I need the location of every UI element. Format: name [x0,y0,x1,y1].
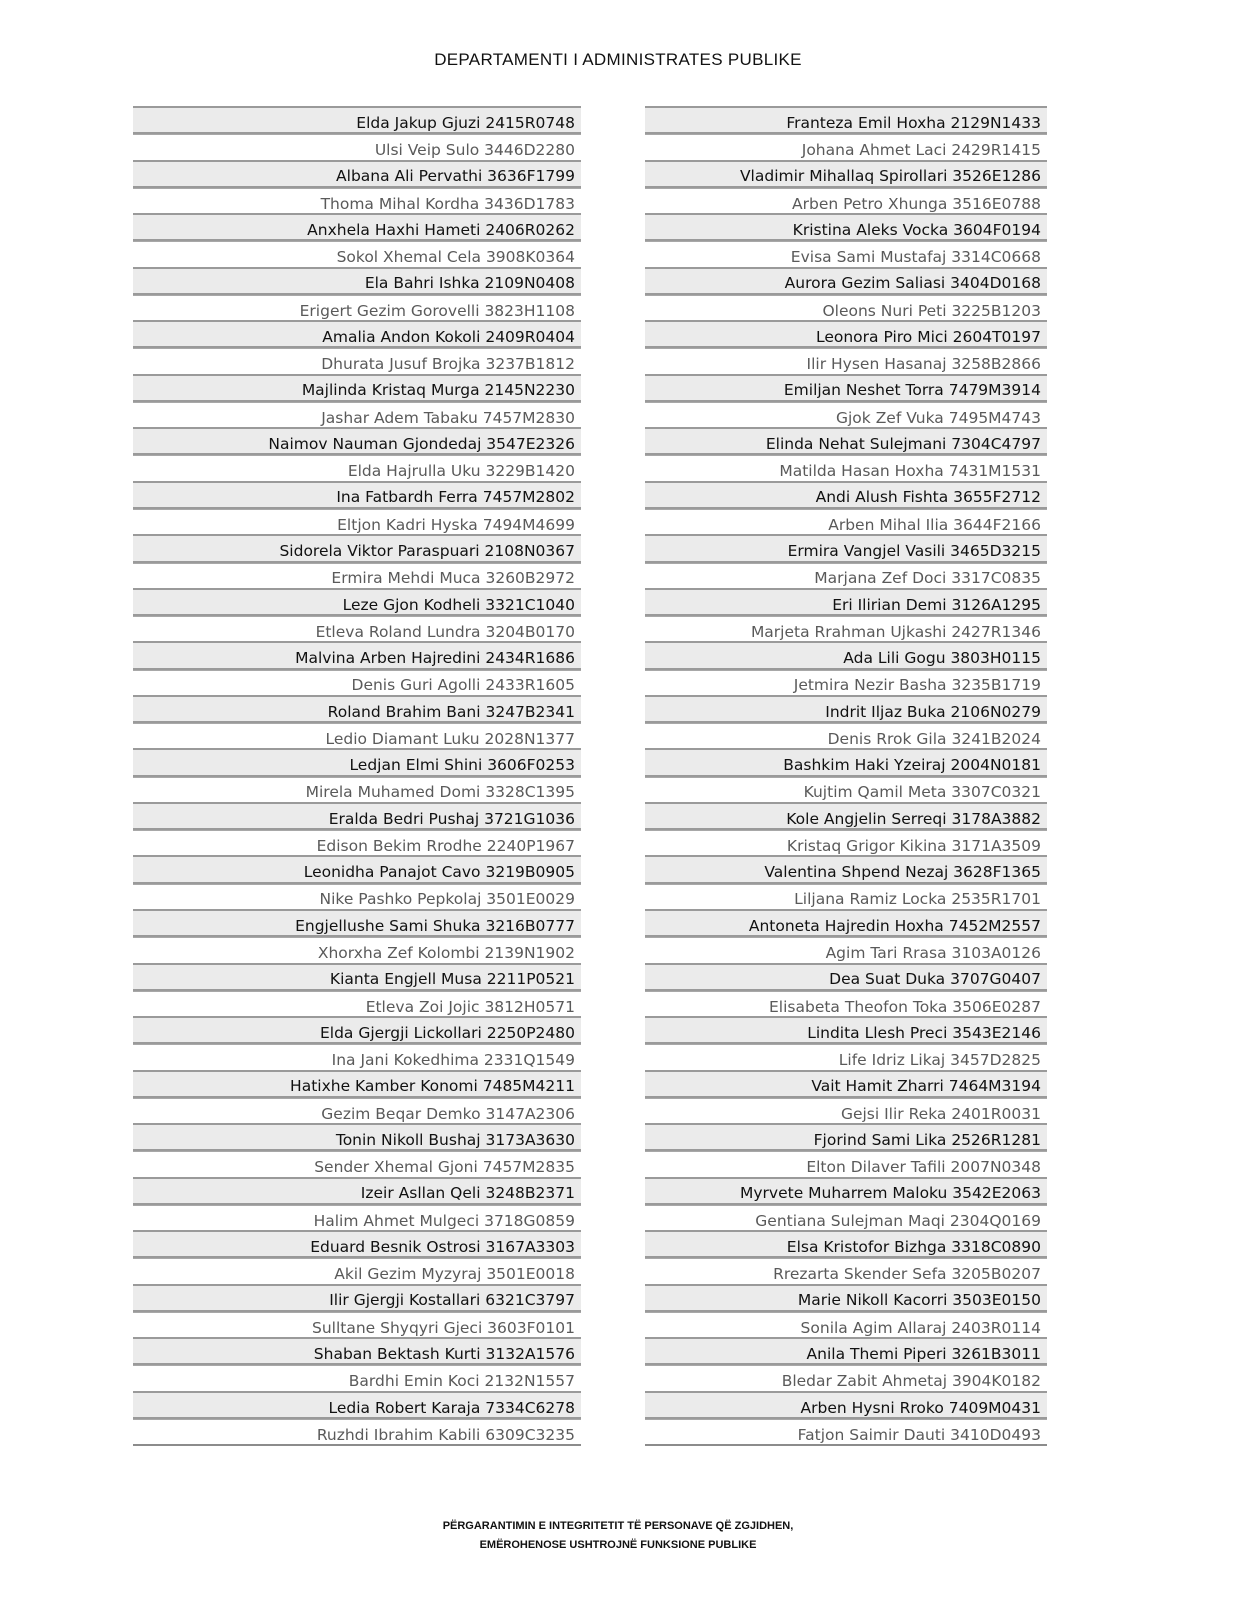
left-name-column [133,106,581,1446]
name-row: Indrit Iljaz Buka 2106N0279 [645,695,1047,723]
name-row: Elton Dilaver Tafili 2007N0348 [645,1151,1047,1176]
name-row: Myrvete Muharrem Maloku 3542E2063 [645,1177,1047,1205]
name-row: Elda Hajrulla Uku 3229B1420 [133,455,581,480]
name-row: Arben Mihal Ilia 3644F2166 [645,509,1047,534]
name-row: Eralda Bedri Pushaj 3721G1036 [133,802,581,830]
name-row: Tonin Nikoll Bushaj 3173A3630 [133,1123,581,1151]
name-row: Engjellushe Sami Shuka 3216B0777 [133,909,581,937]
name-row: Arben Hysni Rroko 7409M0431 [645,1391,1047,1419]
name-row: Denis Rrok Gila 3241B2024 [645,723,1047,748]
name-row: Valentina Shpend Nezaj 3628F1365 [645,855,1047,883]
name-row: Matilda Hasan Hoxha 7431M1531 [645,455,1047,480]
name-row: Agim Tari Rrasa 3103A0126 [645,937,1047,962]
name-row: Dhurata Jusuf Brojka 3237B1812 [133,348,581,373]
name-row: Izeir Asllan Qeli 3248B2371 [133,1177,581,1205]
name-row: Albana Ali Pervathi 3636F1799 [133,160,581,188]
name-row: Evisa Sami Mustafaj 3314C0668 [645,241,1047,266]
name-row: Dea Suat Duka 3707G0407 [645,963,1047,991]
name-row: Gezim Beqar Demko 3147A2306 [133,1098,581,1123]
name-row: Anila Themi Piperi 3261B3011 [645,1337,1047,1365]
name-row: Erigert Gezim Gorovelli 3823H1108 [133,295,581,320]
name-row: Kristina Aleks Vocka 3604F0194 [645,213,1047,241]
name-row: Elda Gjergji Lickollari 2250P2480 [133,1016,581,1044]
name-row: Ledio Diamant Luku 2028N1377 [133,723,581,748]
name-row: Ledjan Elmi Shini 3606F0253 [133,748,581,776]
name-row: Naimov Nauman Gjondedaj 3547E2326 [133,427,581,455]
name-row: Fatjon Saimir Dauti 3410D0493 [645,1419,1047,1446]
name-row: Kianta Engjell Musa 2211P0521 [133,963,581,991]
name-row: Eduard Besnik Ostrosi 3167A3303 [133,1230,581,1258]
name-row: Thoma Mihal Kordha 3436D1783 [133,188,581,213]
name-row: Jashar Adem Tabaku 7457M2830 [133,402,581,427]
name-row: Sidorela Viktor Paraspuari 2108N0367 [133,534,581,562]
name-row: Etleva Zoi Jojic 3812H0571 [133,991,581,1016]
name-row: Gjok Zef Vuka 7495M4743 [645,402,1047,427]
name-row: Ledia Robert Karaja 7334C6278 [133,1391,581,1419]
name-row: Shaban Bektash Kurti 3132A1576 [133,1337,581,1365]
name-row: Sonila Agim Allaraj 2403R0114 [645,1312,1047,1337]
name-row: Eri Ilirian Demi 3126A1295 [645,588,1047,616]
name-row: Amalia Andon Kokoli 2409R0404 [133,320,581,348]
name-row: Kole Angjelin Serreqi 3178A3882 [645,802,1047,830]
name-row: Hatixhe Kamber Konomi 7485M4211 [133,1070,581,1098]
right-name-column [645,106,1047,1446]
name-row: Sulltane Shyqyri Gjeci 3603F0101 [133,1312,581,1337]
footer-line-1: PËRGARANTIMIN E INTEGRITETIT TË PERSONAVE QË ZGJIDHEN, [442,1520,794,1532]
name-row: Vait Hamit Zharri 7464M3194 [645,1070,1047,1098]
name-row: Leonora Piro Mici 2604T0197 [645,320,1047,348]
name-row: Ulsi Veip Sulo 3446D2280 [133,134,581,159]
name-row: Antoneta Hajredin Hoxha 7452M2557 [645,909,1047,937]
name-row: Bardhi Emin Koci 2132N1557 [133,1365,581,1390]
name-row: Life Idriz Likaj 3457D2825 [645,1044,1047,1069]
name-row: Lindita Llesh Preci 3543E2146 [645,1016,1047,1044]
name-row: Kujtim Qamil Meta 3307C0321 [645,777,1047,802]
name-row: Jetmira Nezir Basha 3235B1719 [645,670,1047,695]
name-row: Edison Bekim Rrodhe 2240P1967 [133,830,581,855]
name-row: Liljana Ramiz Locka 2535R1701 [645,884,1047,909]
name-row: Franteza Emil Hoxha 2129N1433 [645,106,1047,134]
name-row: Denis Guri Agolli 2433R1605 [133,670,581,695]
name-row: Akil Gezim Myzyraj 3501E0018 [133,1258,581,1283]
name-row: Ruzhdi Ibrahim Kabili 6309C3235 [133,1419,581,1446]
name-row: Marjeta Rrahman Ujkashi 2427R1346 [645,616,1047,641]
page-title: DEPARTAMENTI I ADMINISTRATES PUBLIKE [434,50,802,69]
name-row: Leonidha Panajot Cavo 3219B0905 [133,855,581,883]
name-row: Gejsi Ilir Reka 2401R0031 [645,1098,1047,1123]
name-row: Roland Brahim Bani 3247B2341 [133,695,581,723]
name-row: Rrezarta Skender Sefa 3205B0207 [645,1258,1047,1283]
name-row: Elda Jakup Gjuzi 2415R0748 [133,106,581,134]
name-row: Johana Ahmet Laci 2429R1415 [645,134,1047,159]
footer-line-2: EMËROHENOSE USHTROJNË FUNKSIONE PUBLIKE [479,1539,757,1551]
name-row: Ermira Vangjel Vasili 3465D3215 [645,534,1047,562]
name-row: Majlinda Kristaq Murga 2145N2230 [133,374,581,402]
name-row: Ilir Hysen Hasanaj 3258B2866 [645,348,1047,373]
name-row: Ina Jani Kokedhima 2331Q1549 [133,1044,581,1069]
name-row: Etleva Roland Lundra 3204B0170 [133,616,581,641]
name-row: Fjorind Sami Lika 2526R1281 [645,1123,1047,1151]
name-row: Andi Alush Fishta 3655F2712 [645,481,1047,509]
name-row: Ermira Mehdi Muca 3260B2972 [133,563,581,588]
name-row: Kristaq Grigor Kikina 3171A3509 [645,830,1047,855]
name-row: Malvina Arben Hajredini 2434R1686 [133,641,581,669]
name-row: Sokol Xhemal Cela 3908K0364 [133,241,581,266]
name-row: Elisabeta Theofon Toka 3506E0287 [645,991,1047,1016]
name-row: Emiljan Neshet Torra 7479M3914 [645,374,1047,402]
name-row: Nike Pashko Pepkolaj 3501E0029 [133,884,581,909]
name-row: Bashkim Haki Yzeiraj 2004N0181 [645,748,1047,776]
name-row: Mirela Muhamed Domi 3328C1395 [133,777,581,802]
name-row: Ada Lili Gogu 3803H0115 [645,641,1047,669]
name-row: Xhorxha Zef Kolombi 2139N1902 [133,937,581,962]
name-row: Ilir Gjergji Kostallari 6321C3797 [133,1284,581,1312]
name-row: Ela Bahri Ishka 2109N0408 [133,267,581,295]
name-row: Bledar Zabit Ahmetaj 3904K0182 [645,1365,1047,1390]
name-row: Oleons Nuri Peti 3225B1203 [645,295,1047,320]
name-row: Aurora Gezim Saliasi 3404D0168 [645,267,1047,295]
name-row: Elsa Kristofor Bizhga 3318C0890 [645,1230,1047,1258]
name-row: Gentiana Sulejman Maqi 2304Q0169 [645,1205,1047,1230]
name-row: Arben Petro Xhunga 3516E0788 [645,188,1047,213]
name-row: Vladimir Mihallaq Spirollari 3526E1286 [645,160,1047,188]
name-row: Sender Xhemal Gjoni 7457M2835 [133,1151,581,1176]
name-row: Anxhela Haxhi Hameti 2406R0262 [133,213,581,241]
name-row: Marjana Zef Doci 3317C0835 [645,563,1047,588]
name-row: Eltjon Kadri Hyska 7494M4699 [133,509,581,534]
name-row: Leze Gjon Kodheli 3321C1040 [133,588,581,616]
name-row: Halim Ahmet Mulgeci 3718G0859 [133,1205,581,1230]
name-row: Ina Fatbardh Ferra 7457M2802 [133,481,581,509]
page-footer [0,1517,1236,1555]
name-row: Marie Nikoll Kacorri 3503E0150 [645,1284,1047,1312]
name-row: Elinda Nehat Sulejmani 7304C4797 [645,427,1047,455]
